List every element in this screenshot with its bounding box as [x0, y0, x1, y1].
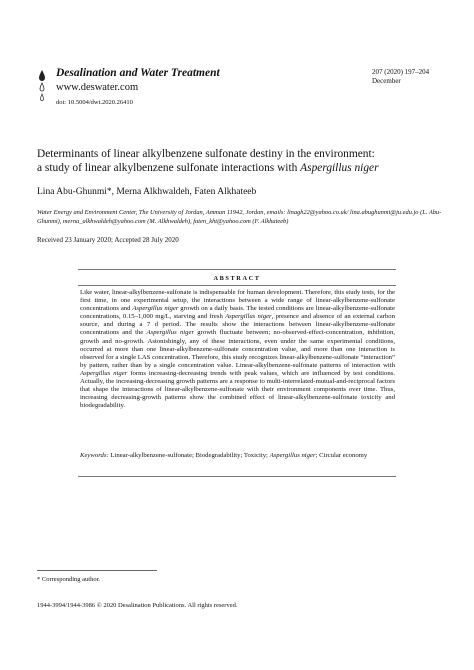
abstract-bottom-rule — [78, 476, 396, 477]
abstract-text-3: , presence and absence of an external carbon source, and during a 7 d period. The results show the interactions between linear-alkylbenzene-sulfonate concentrations and the — [80, 313, 395, 337]
doi[interactable]: doi: 10.5004/dwt.2020.26410 — [56, 99, 133, 106]
abstract-species-2: Aspergillus niger — [225, 313, 272, 321]
abstract-species-1: Aspergillus niger — [132, 305, 179, 313]
abstract-text-1: Like water, linear-alkylbenzene-sulfonate is indispensable for human development. Therefore, this study tests, for the first time, in one experimental setup, the interactions between a wide range of linear-alkylbenzene-sulfonate concentrations and — [80, 289, 395, 313]
abstract-species-3: Aspergillus niger — [146, 329, 195, 337]
title-species: Aspergillus niger — [300, 162, 379, 174]
copyright-line: 1944-3994/1944-3986 © 2020 Desalination Publications. All rights reserved. — [37, 602, 238, 609]
abstract-species-4: Aspergillus niger — [80, 369, 128, 377]
authors: Lina Abu-Ghunmi*, Merna Alkhwaldeh, Faten Alkhateeb — [37, 187, 257, 197]
keywords — [80, 452, 395, 460]
abstract-body — [80, 289, 395, 410]
abstract-top-rule — [78, 269, 396, 270]
received-accepted-dates: Received 23 January 2020; Accepted 28 July 2020 — [37, 236, 179, 244]
affiliation: Water Energy and Environment Center, The University of Jordan, Amman 11942, Jordan, emails: linagh22@yahoo.co.uk/ lina.abughunmi@ju.edu.jo (L. Abu-Ghunmi), merna_alkhwaldeh@yahoo.com (M. Alkhwaldeh), faten_kht@yahoo.com (F. Alkhateeb) — [37, 209, 442, 225]
water-drop-logo — [36, 68, 48, 108]
keywords-list-2: ; Circular economy — [315, 452, 368, 459]
title-line-2 — [37, 161, 447, 175]
issue-volume-pages: 207 (2020) 197–204 — [372, 68, 430, 76]
abstract-text-2: growth on a daily basis. The tested conditions are linear-alkylbenzene-sulfonate concentrations, 0.15–1,000 mg/L, starving and fresh — [80, 305, 395, 321]
journal-title: Desalination and Water Treatment — [56, 67, 220, 79]
abstract-heading-rule — [78, 285, 396, 286]
keywords-list-1: Linear-alkylbenzene-sulfonate; Biodegradability; Toxicity; — [108, 452, 270, 459]
title-line-1: Determinants of linear alkylbenzene sulfonate destiny in the environment: — [37, 148, 375, 160]
journal-url[interactable]: www.deswater.com — [56, 82, 139, 93]
keywords-label: Keywords: — [80, 452, 109, 459]
title-line-2-text: a study of linear alkylbenzene sulfonate interactions with — [37, 162, 301, 174]
issue-month: December — [372, 76, 401, 85]
issue-info — [372, 68, 429, 85]
abstract-text-4: growth fluctuate between; no-observed-effect-concentration, inhibition, growth and no-growth. Astonishingly, any of these interactions, even under the same experimental conditions, occurred at more than one linear-alkylbenzene-sulfonate concentration value, and more than one interaction is observed for a single LAS concentration. Therefore, this study recognizes linear-alkylbenzene-sulfonate “interaction” by pattern, rather than by a single concentration value. Linear-alkylbenzene-sulfonate patterns of interaction with — [80, 329, 396, 369]
article-title — [37, 147, 447, 175]
corresponding-author-footnote: * Corresponding author. — [37, 576, 101, 583]
keywords-species: Aspergillus niger — [269, 452, 316, 459]
abstract-heading: ABSTRACT — [213, 275, 261, 282]
footnote-rule — [37, 570, 157, 571]
abstract-text-5: forms increasing-decreasing trends with peak values, which are influenced by test conditions. Actually, the increasing-decreasing growth patterns are a response to multi-interrelated-mutual-and-reciprocal factors that shape the interactions of linear-alkylbenzene-sulfonate with their environment components over time. Thus, increasing decreasing-growth patterns show the combined effect of linear-alkylbenzene-sulfonate toxicity and biodegradability. — [80, 369, 395, 410]
